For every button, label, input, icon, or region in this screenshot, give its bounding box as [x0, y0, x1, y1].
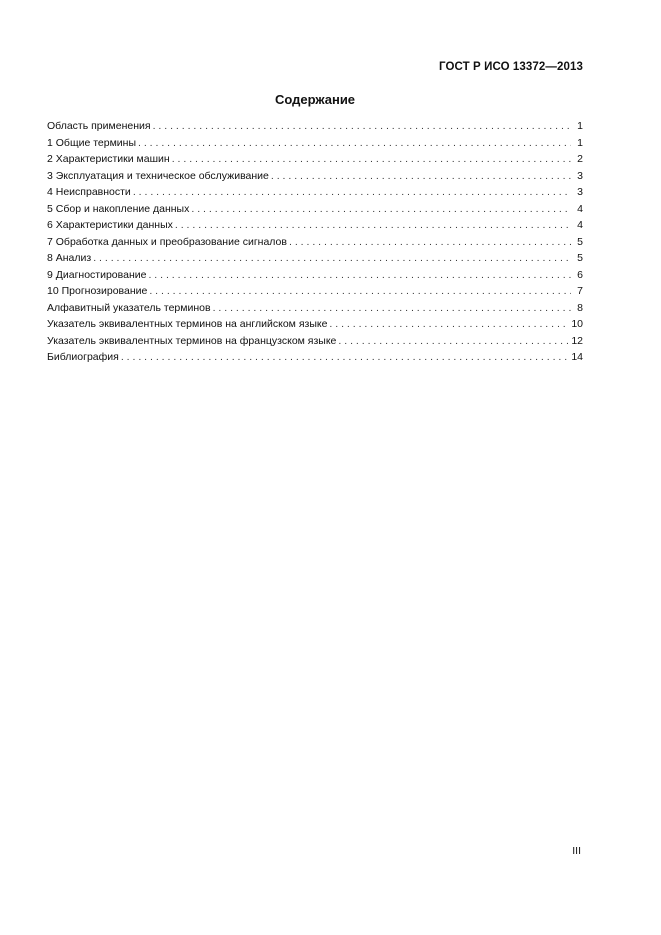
toc-entry[interactable]: [47, 184, 583, 201]
toc-leader-dots: [289, 234, 571, 251]
toc-entry[interactable]: [47, 135, 583, 152]
toc-leader-dots: [133, 184, 571, 201]
document-header: ГОСТ Р ИСО 13372—2013: [438, 61, 583, 73]
toc-entry[interactable]: [47, 168, 583, 185]
toc-entry[interactable]: [47, 118, 583, 135]
toc-entry[interactable]: [47, 283, 583, 300]
toc-entry-page: 4: [577, 202, 583, 215]
toc-entry[interactable]: [47, 250, 583, 267]
toc-leader-dots: [329, 316, 569, 333]
toc-leader-dots: [213, 300, 571, 317]
toc-entry-label: 7 Обработка данных и преобразование сигналов: [47, 235, 287, 248]
toc-entry[interactable]: [47, 349, 583, 366]
toc-leader-dots: [191, 201, 571, 218]
toc-leader-dots: [148, 267, 571, 284]
toc-entry-page: 6: [577, 268, 583, 281]
toc-entry[interactable]: [47, 151, 583, 168]
toc-leader-dots: [271, 168, 571, 185]
toc-leader-dots: [172, 151, 571, 168]
toc-leader-dots: [149, 283, 571, 300]
toc-entry-page: 10: [571, 318, 583, 330]
page-title: Содержание: [274, 92, 356, 107]
toc-entry-page: 1: [577, 136, 583, 149]
toc-leader-dots: [138, 135, 571, 152]
toc-entry-page: 3: [577, 186, 583, 198]
table-of-contents: [47, 118, 583, 366]
toc-leader-dots: [121, 349, 569, 366]
toc-entry[interactable]: [47, 201, 583, 218]
page-number: III: [572, 845, 581, 857]
toc-entry[interactable]: [47, 217, 583, 234]
toc-leader-dots: [153, 118, 571, 135]
toc-entry-page: 14: [571, 351, 583, 363]
toc-entry[interactable]: [47, 316, 583, 333]
toc-entry-label: Библиография: [47, 351, 119, 363]
toc-entry-page: 4: [577, 219, 583, 231]
toc-entry-label: 4 Неисправности: [47, 186, 131, 198]
toc-entry-page: 8: [577, 301, 583, 314]
toc-leader-dots: [338, 333, 569, 350]
toc-entry-page: 12: [571, 334, 583, 347]
toc-entry-label: Указатель эквивалентных терминов на французском языке: [47, 334, 337, 347]
toc-entry-label: 3 Эксплуатация и техническое обслуживание: [47, 169, 269, 182]
toc-entry[interactable]: [47, 267, 583, 284]
toc-entry[interactable]: [47, 234, 583, 251]
toc-leader-dots: [175, 217, 571, 234]
toc-entry-label: 6 Характеристики данных: [47, 219, 173, 231]
toc-entry-page: 3: [577, 169, 583, 182]
toc-entry-label: Область применения: [47, 120, 151, 132]
toc-entry-page: 1: [577, 120, 583, 132]
toc-entry-label: Алфавитный указатель терминов: [47, 301, 211, 314]
toc-entry[interactable]: [47, 300, 583, 317]
toc-leader-dots: [93, 250, 571, 267]
toc-entry-label: 5 Сбор и накопление данных: [47, 202, 190, 215]
toc-entry[interactable]: [47, 333, 583, 350]
toc-entry-page: 5: [577, 235, 583, 248]
toc-entry-label: 9 Диагностирование: [47, 268, 147, 281]
toc-entry-page: 7: [577, 285, 583, 297]
toc-entry-label: Указатель эквивалентных терминов на английском языке: [47, 318, 328, 330]
toc-entry-page: 5: [577, 252, 583, 264]
toc-entry-label: 1 Общие термины: [47, 136, 136, 149]
toc-entry-page: 2: [577, 153, 583, 165]
toc-entry-label: 2 Характеристики машин: [47, 153, 170, 165]
toc-entry-label: 8 Анализ: [47, 252, 92, 264]
toc-entry-label: 10 Прогнозирование: [47, 285, 148, 297]
